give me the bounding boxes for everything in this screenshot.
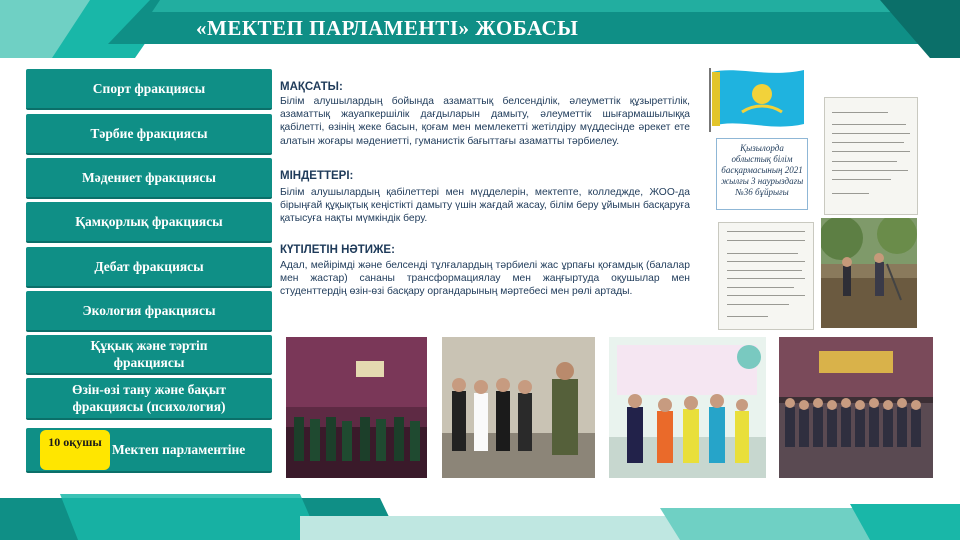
faction-sport-button[interactable]: Спорт фракциясы [26,69,272,110]
page-title: «МЕКТЕП ПАРЛАМЕНТІ» ЖОБАСЫ [196,16,579,40]
group-assembly-photo [779,337,933,478]
tree-planting-photo [821,218,917,328]
tasks-heading: МІНДЕТТЕРІ: [280,170,354,182]
result-text: Адал, мейірімді және белсенді тұлғалардың тәрбиелі жас ұрпағы қоғамдық (балалар мен жастар) сананы трансформациялау мен жаңғыртуда оқушылар мен студенттердің өзін-өзі басқару органдарының мәртебесі мен рөлі артады. [280,260,690,298]
goal-text: Білім алушылардың бойында азаматтық белсенділік, әлеуметтік құзыреттілік, азаматтық жауапкершілік дағдыларын дамыту, әлеуметтік шығармашылыққа қабілетті, өзінің жеке басын, қоғам мен мемлекетті жетілдіру мүддесінде әрекет ете алатын жоғары мәдениетті, гуманистік бағыттағы азаматты тәрбиелеу. [280,96,690,147]
healthy-lifestyle-event-photo [609,337,766,478]
faction-care-button[interactable]: Қамқорлық фракциясы [26,202,272,243]
meeting-with-officer-photo [442,337,595,478]
goal-heading: МАҚСАТЫ: [280,81,343,93]
footer-band [0,494,960,540]
faction-law-button[interactable]: Құқық және тәртіп фракциясы [26,335,272,375]
faction-ecology-button[interactable]: Экология фракциясы [26,291,272,332]
faction-debate-button[interactable]: Дебат фракциясы [26,247,272,288]
faction-culture-button[interactable]: Мәдениет фракциясы [26,158,272,199]
result-heading: КҮТІЛЕТІН НӘТИЖЕ: [280,244,395,256]
tasks-text: Білім алушылардың қабілеттері мен мүдделерін, мектепте, колледжде, ЖОО-да бірыңғай құқықтық кеңістікті дамыту үшін жағдай жасау, білім беру ұйымын басқаруға қатысуға нақты мүмкіндік беру. [280,187,690,225]
order-document-image [824,97,918,215]
letter-document-image [718,222,814,330]
faction-psychology-button[interactable]: Өзін-өзі тану және бақыт фракциясы (психология) [26,378,272,420]
order-caption: Қызылорда облыстық білім басқармасының 2021 жылғы 3 наурыздағы №36 бұйрығы [716,138,808,210]
faction-upbringing-button[interactable]: Тәрбие фракциясы [26,114,272,155]
kazakhstan-flag-image [708,66,808,132]
stage-performance-photo [286,337,427,478]
student-count-badge: 10 оқушы [40,430,110,470]
school-parliament-button[interactable]: Мектеп парламентіне [26,428,272,473]
